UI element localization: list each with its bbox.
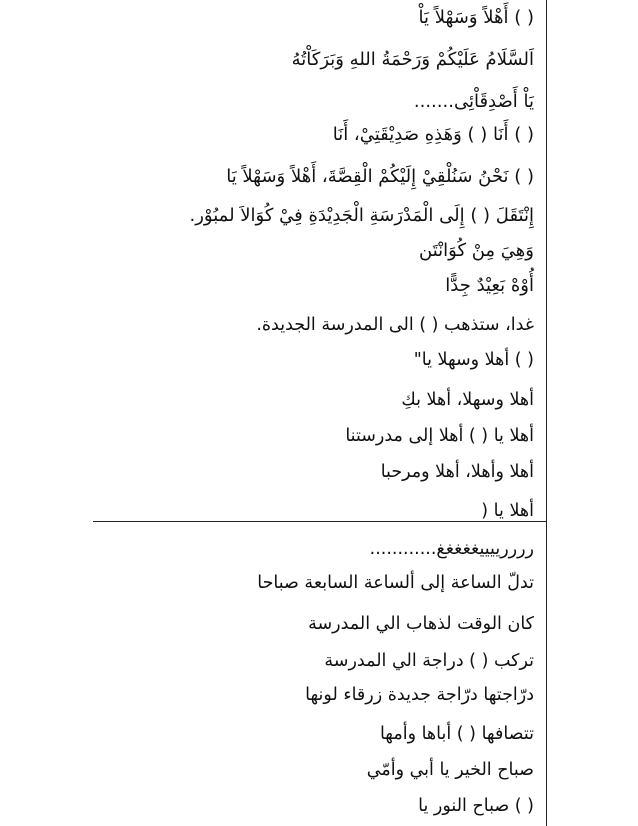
text-line: يَاْ أَصْدِقَاْئِى....... xyxy=(413,91,534,112)
text-line: وَهِيَ مِنْ كُوَانْتَن xyxy=(419,240,534,261)
text-line: درّاجتها درّاجة جديدة زرقاء لونها xyxy=(305,685,534,705)
text-line: ( ) أهلا وسهلا يا" xyxy=(413,350,534,370)
text-line: تدلّ الساعة إلى ألساعة السابعة صباحا xyxy=(257,573,534,593)
text-line: صباح الخير يا أبي وأمّي xyxy=(366,760,534,780)
text-line: أُوْهْ بَعِيْدٌ جِدًّا xyxy=(445,275,534,296)
text-line: ( ) أَهْلاً وَسَهْلاً يَاْ xyxy=(418,7,534,28)
text-line: أهلا يا ( ) أهلا إلى مدرستنا xyxy=(345,426,534,446)
text-line: إِنْتَقَلَ ( ) إِلَى الْمَدْرَسَةِ الْجَدِيْدَةِ فِيْ كُوَالاَ لمبُوْر. xyxy=(189,205,534,226)
text-line: أهلا وأهلا، أهلا ومرحبا xyxy=(380,462,534,482)
text-line: ررررييييغغغغغ............ xyxy=(369,539,534,559)
text-line: تركب ( ) دراجة الي المدرسة xyxy=(324,651,534,671)
text-line: أهلا وسهلا، أهلا بكِ xyxy=(401,390,534,410)
text-line: ( ) نَحْنُ سَنُلْقِيْ إِلَيْكُمْ الْقِصَّةَ، أَهْلاً وَسَهْلاً يَا xyxy=(226,166,534,187)
text-line: تتصافها ( ) أباها وأمها xyxy=(379,724,534,744)
text-line: ( ) أَنَا ( ) وَهَذِهِ صَدِيْقَتِيْ، أَنَا xyxy=(332,124,534,145)
text-line: ( ) صباح النور يا xyxy=(418,796,534,816)
document-page xyxy=(93,0,547,826)
text-line: كان الوقت لذهاب الي المدرسة xyxy=(308,614,534,634)
section-divider xyxy=(93,521,546,522)
text-line: اَلسَّلَامُ عَلَيْكُمْ وَرَحْمَةُ اللهِ وَبَرَكَاْتُهُ xyxy=(291,49,534,70)
text-line: أهلا يا ( xyxy=(481,501,534,521)
text-line: غدا، ستذهب ( ) الى المدرسة الجديدة. xyxy=(256,315,534,335)
